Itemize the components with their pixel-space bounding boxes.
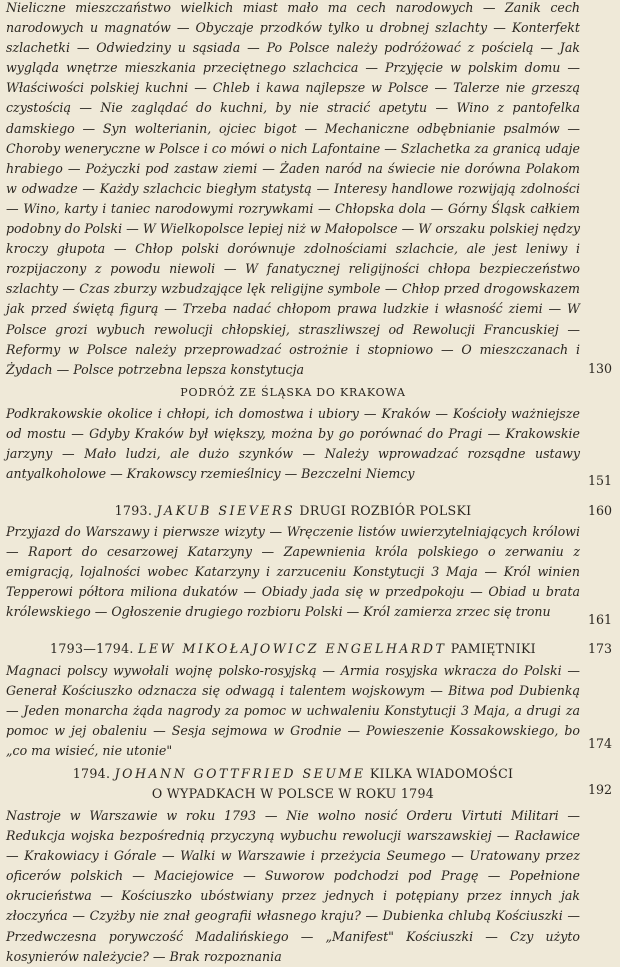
section-4-year: 1793—1794. xyxy=(50,641,134,656)
section-3-work: DRUGI ROZBIÓR POLSKI xyxy=(299,503,472,518)
section-1-contents: Nieliczne mieszczaństwo wielkich miast mało ma cech narodowych — Zanik cech narodowych u magnatów — Obyczaje przodków tylko u drobnej szlachty — Konterfekt szlachetki — Odwiedziny u sąsiada — Po Polsce należy podróżować z pościelą — Jak wygląda wnętrze mieszkania przeciętnego szlachcica — Przyjęcie w polskim domu — Właściwości polskiej kuchni — Chleb i kawa najlepsze w Polsce — Talerze nie grzeszą czystością — Nie zaglądać do kuchni, by nie stracić apetytu — Wino z pantofelka damskiego — Syn wolterianin, ojciec bigot — Mechaniczne odbębnianie psalmów — Choroby weneryczne w Polsce i co mówi o nich Lafontaine — Szlachetka za granicą udaje hrabiego — Pożyczki pod zastaw ziemi — Żaden naród na świecie nie dorówna Polakom w odwadze — Każdy szlachcic biegłym statystą — Interesy handlowe rozwijają zdolności — Wino, karty i taniec narodowymi rozrywkami — Chłopska dola — Górny Śląsk całkiem podobny do Polski — W Wielkopolsce lepiej niż w Małopolsce — W orszaku polskiej nędzy kroczy głupota — Chłop polski dorównuje zdolnościami szlachcie, ale jest leniwy i rozpijaczony z powodu niewoli — W fanatycznej religijności chłopa bezpieczeństwo szlachty — Czas zburzy wzbudzające lęk religijne symbole — Chłop przed drogowskazem jak przed świętą figurą — Trzeba nadać chłopom prawa ludzkie i własność ziemi — W Polsce grozi wybuch rewolucji chłopskiej, straszliwszej od Rewolucji Francuskiej — Reformy w Polsce należy przeprowadzać ostrożnie i stopniowo — O mieszczanach i Żydach — Polsce potrzebna lepsza konstytucja xyxy=(6,0,580,377)
section-2-title: PODRÓŻ ZE ŚLĄSKA DO KRAKOWA xyxy=(180,386,406,399)
section-2-end-page: 151 xyxy=(587,473,612,488)
section-5-start-page: 192 xyxy=(587,782,612,797)
section-5-heading-line-1 xyxy=(6,766,580,781)
section-4-heading xyxy=(6,641,580,656)
section-4-author: LEW MIKOŁAJOWICZ ENGELHARDT xyxy=(138,641,447,656)
section-3-year: 1793. xyxy=(114,503,153,518)
section-3-contents: Przyjazd do Warszawy i pierwsze wizyty — Wręczenie listów uwierzytelniających królowi — Raport do cesarzowej Katarzyny — Zapewnienia króla polskiego o zerwaniu z emigracją, lojalności wobec Katarzyny i zarzuceniu Konstytucji 3 Maja — Król winien Tepperowi półtora miliona dukatów — Obiady jada się w przedpokoju — Obiad u brata królewskiego — Ogłoszenie drugiego rozbioru Polski — Król zamierza zrzec się tronu xyxy=(6,524,580,620)
section-3-heading xyxy=(6,503,580,518)
section-5-work-line-1: KILKA WIADOMOŚCI xyxy=(369,766,514,781)
section-3-start-page: 160 xyxy=(587,503,612,518)
section-4-contents: Magnaci polscy wywołali wojnę polsko-rosyjską — Armia rosyjska wkracza do Polski — Generał Kościuszko odznacza się odwagą i talentem wojskowym — Bitwa pod Dubienką — Jeden monarcha żąda nagrody za pomoc w uchwaleniu Konstytucji 3 Maja, a drugi za pomoc w jej obaleniu — Sesja sejmowa w Grodnie — Powieszenie Kossakowskiego, bo „co ma wisieć, nie utonie" xyxy=(6,663,580,759)
section-2-contents: Podkrakowskie okolice i chłopi, ich domostwa i ubiory — Kraków — Kościoły ważniejsze od mostu — Gdyby Kraków był większy, można by go porównać do Pragi — Krakowskie jarzyny — Mało ludzi, ale dużo szynków — Należy wprowadzać rozsądne ustawy antyalkoholowe — Krakowscy rzemieślnicy — Bezczelni Niemcy xyxy=(6,406,580,482)
section-5-contents: Nastroje w Warszawie w roku 1793 — Nie wolno nosić Orderu Virtuti Militari — Redukcja wojska bezpośrednią przyczyną wybuchu rewolucji warszawskiej — Racławice — Krakowiacy i Górale — Walki w Warszawie i przeżycia Seumego — Uratowany przez oficerów polskich — Maciejowice — Suworow podchodzi pod Pragę — Popełnione okrucieństwa — Kościuszko ubóstwiany przez jednych i potępiany przez innych jak złoczyńca — Czyżby nie znał geografii własnego kraju? — Dubienka chlubą Kościuszki — Przedwczesna porywczość Madalińskiego — „Manifest" Kościuszki — Czy użyto kosynierów należycie? — Brak rozpoznania xyxy=(6,808,580,964)
section-3-author: JAKUB SIEVERS xyxy=(156,503,296,518)
section-5-author: JOHANN GOTTFRIED SEUME xyxy=(114,766,366,781)
section-4-end-page: 174 xyxy=(587,736,612,751)
section-5-year: 1794. xyxy=(72,766,111,781)
section-5-heading-line-2 xyxy=(6,786,580,801)
section-4-start-page: 173 xyxy=(587,641,612,656)
section-5-work-line-2: O WYPADKACH W POLSCE W ROKU 1794 xyxy=(151,786,435,801)
section-1-end-page: 130 xyxy=(587,361,612,376)
section-3-end-page: 161 xyxy=(587,612,612,627)
section-4-work: PAMIĘTNIKI xyxy=(450,641,536,656)
